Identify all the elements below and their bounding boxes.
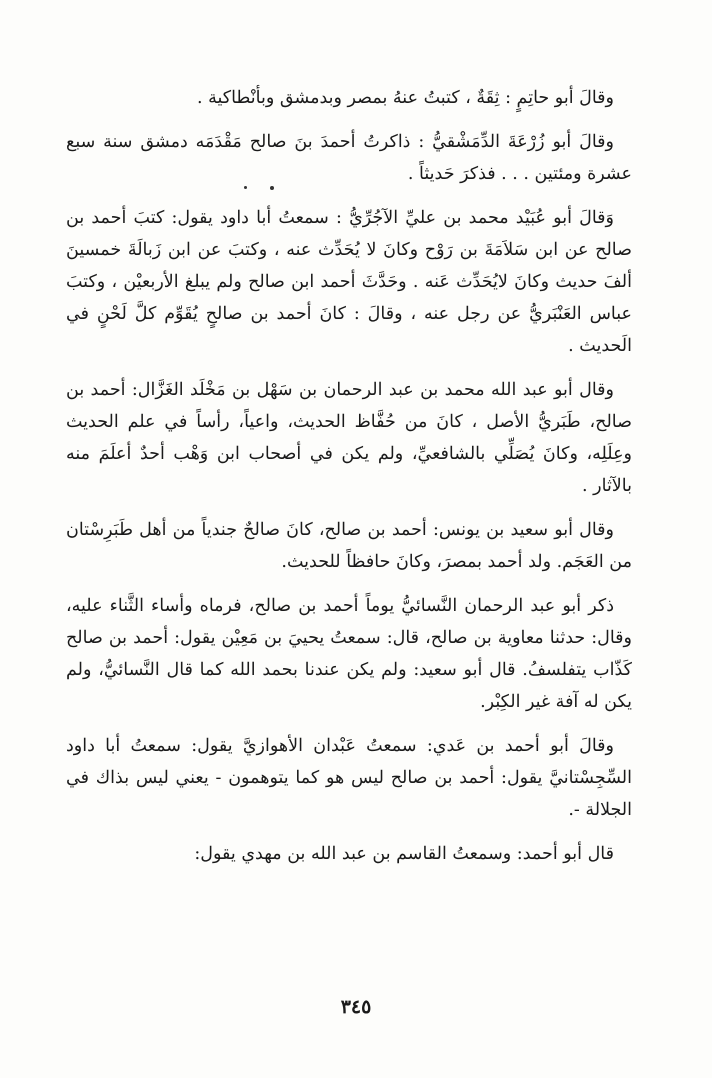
- page-body: [66, 82, 632, 882]
- paragraph-abu-zura: وقالَ أبو زُرْعَةَ الدِّمَشْقيُّ : ذاكرتُ أحمدَ بنَ صالح مَقْدَمَه دمشق سنة سبع عشرة ومئتين . . . فذكرَ حَديثاً .: [66, 132, 632, 184]
- paragraph-abu-hatim: وقالَ أبو حاتِمٍ : ثِقَةٌ ، كتبتُ عنهُ بمصر وبدمشق وبأنْطاكية .: [196, 88, 614, 108]
- paragraph-abu-ahmad: قال أبو أحمد: وسمعتُ القاسم بن عبد الله بن مهدي يقول:: [194, 844, 614, 864]
- ink-speck: [270, 186, 274, 190]
- paragraph-ajurri: وَقالَ أبو عُبَيْد محمد بن عليِّ الآجُرِّيُّ : سمعتُ أبا داود يقول: كتبَ أحمد بن صالح عن ابن سَلاَمَةَ بن رَوْح وكانَ لا يُحَدِّث عنه ، وكتبَ عن ابن زَبالَةَ خمسينَ ألفَ حديث وكانَ لايُحَدِّث عَنه . وحَدَّثَ أحمد ابن صالح ولم يبلغ الأربعيْن ، وكتبَ عباس العَنْبَريُّ عن رجل عنه ، وقالَ : كانَ أحمد بن صالحٍ يُقَوِّم كلَّ لَحْنٍ في الَحديث .: [66, 208, 632, 356]
- paragraph-ghazzal: وقال أبو عبد الله محمد بن عبد الرحمان بن سَهْل بن مَخْلَد الغَزَّال: أحمد بن صالح، طَبَريُّ الأصل ، كانَ من حُفَّاظ الحديث، واعياً، رأساً في علم الحديث وعِلَلِه، وكانَ يُصَلِّي بالشافعيِّ، ولم يكن في أصحاب ابن وَهْب أحدٌ أعلَمَ منه بالآثار .: [66, 380, 632, 496]
- ink-speck: [244, 186, 247, 189]
- paragraph-nasai: ذكر أبو عبد الرحمان النَّسائيُّ يوماً أحمد بن صالح، فرماه وأساء الثَّناء عليه، وقال: حدثنا معاوية بن صالح، قال: سمعتُ يحييَ بن مَعِيْن يقول: أحمد بن صالح كَذّاب يتفلسفُ. قال أبو سعيد: ولم يكن عندنا بحمد الله كما قال النَّسائيُّ، ولم يكن له آفة غير الكِبْر.: [66, 596, 632, 712]
- paragraph-ibn-yunus: وقال أبو سعيد بن يونس: أحمد بن صالح، كانَ صالحٌ جندياً من أهل طَبَرِسْتان من العَجَم. ولد أحمد بمصرَ، وكانَ حافظاً للحديث.: [66, 520, 632, 572]
- paragraph-ibn-adi: وقالَ أبو أحمد بن عَدي: سمعتُ عَبْدان الأهوازيَّ يقول: سمعتُ أبا داود السِّجِسْتانيَّ يقول: أحمد بن صالح ليس هو كما يتوهمون - يعني ليس بذاك في الجلالة -.: [66, 736, 632, 820]
- page-number: ٣٤٥: [340, 996, 372, 1018]
